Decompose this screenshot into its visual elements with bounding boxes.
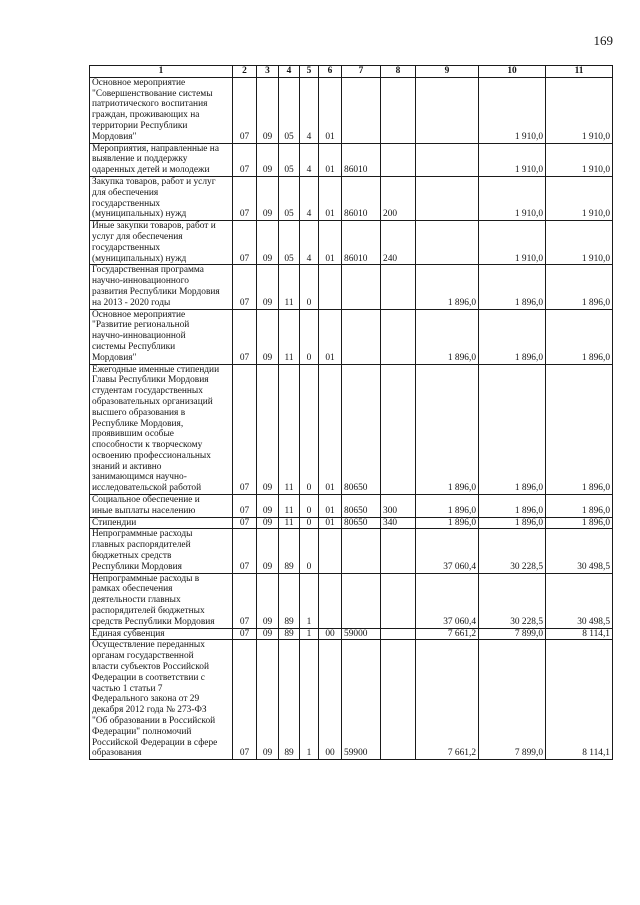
code-cell: 1 (300, 573, 319, 628)
row-description: Ежегодные именные стипендии Главы Республики Мордовия студентам государственных образовательных организаций высшего образования в Республике Мордовия, проявившим особые способности к творческому освоению профессиональных знаний и активно занимающимся научно- исследовательской работой (90, 364, 233, 495)
row-description: Иные закупки товаров, работ и услуг для обеспечения государственных (муниципальных) нужд (90, 221, 233, 265)
amount-cell: 30 228,5 (479, 573, 546, 628)
code-cell: 0 (300, 309, 319, 364)
table-row (90, 640, 613, 760)
code-cell (342, 573, 381, 628)
code-cell: 00 (319, 640, 342, 760)
amount-cell: 1 896,0 (416, 309, 479, 364)
code-cell (381, 529, 416, 573)
table-row (90, 77, 613, 143)
code-cell: 11 (279, 309, 300, 364)
code-cell: 86010 (342, 221, 381, 265)
amount-cell: 7 661,2 (416, 628, 479, 640)
code-cell (319, 529, 342, 573)
code-cell: 01 (319, 221, 342, 265)
code-cell: 0 (300, 529, 319, 573)
code-cell: 240 (381, 221, 416, 265)
amount-cell: 1 896,0 (416, 364, 479, 495)
code-cell (342, 529, 381, 573)
code-cell: 07 (233, 517, 257, 529)
code-cell: 01 (319, 309, 342, 364)
amount-cell: 1 910,0 (546, 77, 613, 143)
code-cell: 00 (319, 628, 342, 640)
column-number-11: 11 (546, 66, 613, 78)
code-cell: 11 (279, 265, 300, 309)
code-cell: 0 (300, 517, 319, 529)
code-cell: 11 (279, 364, 300, 495)
row-description: Закупка товаров, работ и услуг для обеспечения государственных (муниципальных) нужд (90, 176, 233, 220)
code-cell: 89 (279, 628, 300, 640)
code-cell (381, 573, 416, 628)
code-cell: 09 (257, 364, 279, 495)
row-description: Осуществление переданных органам государственной власти субъектов Российской Федерации в соответствии с частью 1 статьи 7 Федерального закона от 29 декабря 2012 года № 273-ФЗ "Об образовании в Российской Федерации" полномочий Российской Федерации в сфере образования (90, 640, 233, 760)
code-cell (381, 143, 416, 176)
code-cell: 09 (257, 265, 279, 309)
table-row (90, 628, 613, 640)
amount-cell: 1 910,0 (479, 77, 546, 143)
row-description: Государственная программа научно-инновационного развития Республики Мордовия на 2013 - 2020 годы (90, 265, 233, 309)
code-cell (342, 265, 381, 309)
table-row (90, 176, 613, 220)
column-number-9: 9 (416, 66, 479, 78)
amount-cell: 7 899,0 (479, 640, 546, 760)
row-description: Основное мероприятие "Совершенствование системы патриотического воспитания граждан, проживающих на территории Республики Мордовия" (90, 77, 233, 143)
code-cell: 01 (319, 495, 342, 518)
table-row (90, 143, 613, 176)
column-number-4: 4 (279, 66, 300, 78)
table-header (90, 66, 613, 78)
code-cell: 4 (300, 77, 319, 143)
amount-cell (416, 176, 479, 220)
code-cell: 05 (279, 221, 300, 265)
table-row (90, 573, 613, 628)
code-cell (381, 628, 416, 640)
code-cell: 01 (319, 176, 342, 220)
column-number-3: 3 (257, 66, 279, 78)
table-row (90, 309, 613, 364)
code-cell: 0 (300, 495, 319, 518)
code-cell (381, 265, 416, 309)
code-cell: 09 (257, 309, 279, 364)
row-description: Основное мероприятие "Развитие региональной научно-инновационной системы Республики Мордовия" (90, 309, 233, 364)
code-cell (381, 309, 416, 364)
table-row (90, 529, 613, 573)
amount-cell: 30 498,5 (546, 573, 613, 628)
column-number-2: 2 (233, 66, 257, 78)
row-description: Мероприятия, направленные на выявление и поддержку одаренных детей и молодежи (90, 143, 233, 176)
code-cell: 07 (233, 221, 257, 265)
amount-cell: 1 896,0 (479, 364, 546, 495)
page-number: 169 (593, 33, 613, 48)
code-cell: 0 (300, 265, 319, 309)
code-cell (381, 640, 416, 760)
code-cell (381, 364, 416, 495)
code-cell: 86010 (342, 176, 381, 220)
amount-cell: 1 896,0 (416, 265, 479, 309)
amount-cell: 1 896,0 (546, 309, 613, 364)
table-header-row (90, 66, 613, 78)
code-cell: 0 (300, 364, 319, 495)
column-number-10: 10 (479, 66, 546, 78)
amount-cell: 1 910,0 (479, 143, 546, 176)
code-cell: 07 (233, 495, 257, 518)
code-cell: 80650 (342, 364, 381, 495)
code-cell: 01 (319, 77, 342, 143)
amount-cell: 30 228,5 (479, 529, 546, 573)
column-number-6: 6 (319, 66, 342, 78)
code-cell: 89 (279, 573, 300, 628)
code-cell: 07 (233, 143, 257, 176)
amount-cell: 1 910,0 (479, 221, 546, 265)
code-cell (342, 77, 381, 143)
code-cell (319, 265, 342, 309)
table-row (90, 517, 613, 529)
code-cell: 1 (300, 640, 319, 760)
code-cell: 05 (279, 77, 300, 143)
table-row (90, 364, 613, 495)
row-description: Стипендии (90, 517, 233, 529)
amount-cell: 1 896,0 (416, 517, 479, 529)
amount-cell: 37 060,4 (416, 573, 479, 628)
amount-cell: 1 910,0 (546, 221, 613, 265)
code-cell: 07 (233, 309, 257, 364)
code-cell: 59000 (342, 628, 381, 640)
code-cell: 86010 (342, 143, 381, 176)
table-row (90, 265, 613, 309)
amount-cell: 1 896,0 (479, 495, 546, 518)
code-cell: 11 (279, 495, 300, 518)
amount-cell: 8 114,1 (546, 640, 613, 760)
row-description: Единая субвенция (90, 628, 233, 640)
code-cell: 09 (257, 495, 279, 518)
amount-cell: 1 896,0 (546, 265, 613, 309)
code-cell: 09 (257, 77, 279, 143)
code-cell: 4 (300, 176, 319, 220)
table-row (90, 221, 613, 265)
code-cell: 01 (319, 517, 342, 529)
code-cell: 07 (233, 176, 257, 220)
amount-cell: 1 896,0 (479, 309, 546, 364)
code-cell: 05 (279, 143, 300, 176)
code-cell: 09 (257, 517, 279, 529)
amount-cell: 1 896,0 (479, 265, 546, 309)
code-cell: 09 (257, 573, 279, 628)
amount-cell: 1 910,0 (479, 176, 546, 220)
amount-cell: 1 896,0 (546, 364, 613, 495)
code-cell: 07 (233, 529, 257, 573)
code-cell: 09 (257, 529, 279, 573)
code-cell: 1 (300, 628, 319, 640)
code-cell: 89 (279, 640, 300, 760)
code-cell: 09 (257, 143, 279, 176)
column-number-8: 8 (381, 66, 416, 78)
budget-table (89, 65, 613, 760)
code-cell: 4 (300, 143, 319, 176)
amount-cell: 1 896,0 (479, 517, 546, 529)
code-cell: 59900 (342, 640, 381, 760)
amount-cell: 1 910,0 (546, 176, 613, 220)
amount-cell: 1 896,0 (546, 495, 613, 518)
code-cell: 09 (257, 628, 279, 640)
row-description: Социальное обеспечение и иные выплаты населению (90, 495, 233, 518)
code-cell (342, 309, 381, 364)
code-cell: 01 (319, 364, 342, 495)
table-body (90, 77, 613, 759)
amount-cell: 8 114,1 (546, 628, 613, 640)
code-cell: 07 (233, 573, 257, 628)
code-cell: 01 (319, 143, 342, 176)
code-cell: 05 (279, 176, 300, 220)
amount-cell: 7 899,0 (479, 628, 546, 640)
code-cell: 09 (257, 176, 279, 220)
amount-cell: 37 060,4 (416, 529, 479, 573)
code-cell (319, 573, 342, 628)
code-cell: 07 (233, 628, 257, 640)
code-cell: 09 (257, 640, 279, 760)
amount-cell: 1 910,0 (546, 143, 613, 176)
row-description: Непрограммные расходы в рамках обеспечения деятельности главных распорядителей бюджетных средств Республики Мордовия (90, 573, 233, 628)
amount-cell: 1 896,0 (416, 495, 479, 518)
code-cell: 80650 (342, 495, 381, 518)
code-cell: 07 (233, 640, 257, 760)
amount-cell: 1 896,0 (546, 517, 613, 529)
code-cell: 07 (233, 364, 257, 495)
column-number-5: 5 (300, 66, 319, 78)
row-description: Непрограммные расходы главных распорядителей бюджетных средств Республики Мордовия (90, 529, 233, 573)
amount-cell (416, 143, 479, 176)
code-cell: 09 (257, 221, 279, 265)
code-cell: 340 (381, 517, 416, 529)
table-row (90, 495, 613, 518)
code-cell (381, 77, 416, 143)
code-cell: 07 (233, 265, 257, 309)
amount-cell (416, 221, 479, 265)
code-cell: 4 (300, 221, 319, 265)
code-cell: 200 (381, 176, 416, 220)
code-cell: 89 (279, 529, 300, 573)
code-cell: 11 (279, 517, 300, 529)
amount-cell: 30 498,5 (546, 529, 613, 573)
code-cell: 80650 (342, 517, 381, 529)
amount-cell: 7 661,2 (416, 640, 479, 760)
code-cell: 300 (381, 495, 416, 518)
column-number-1: 1 (90, 66, 233, 78)
code-cell: 07 (233, 77, 257, 143)
amount-cell (416, 77, 479, 143)
column-number-7: 7 (342, 66, 381, 78)
